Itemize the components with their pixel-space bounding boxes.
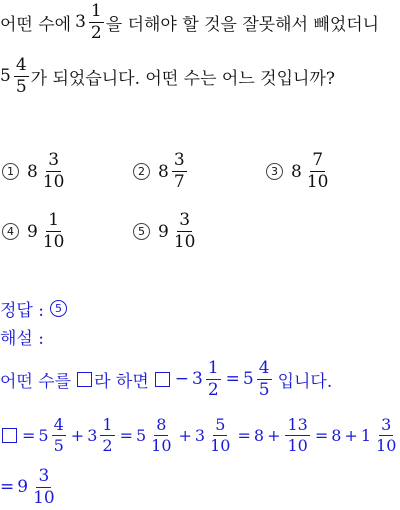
eq1-t4-numerator: 5 bbox=[215, 414, 226, 434]
eq2-fraction bbox=[31, 465, 57, 508]
eq1-t2-fraction bbox=[100, 414, 114, 455]
result-denominator: 5 bbox=[15, 76, 27, 97]
eq1-equals-2: = bbox=[119, 425, 133, 445]
explanation-label: 해설 : bbox=[0, 328, 44, 349]
option-1-numerator: 3 bbox=[48, 150, 60, 170]
option-2-whole: 8 bbox=[158, 161, 169, 182]
option-3-numerator: 7 bbox=[312, 150, 324, 170]
s1-a-fraction bbox=[206, 357, 221, 400]
eq1-t1-denominator: 5 bbox=[53, 435, 64, 455]
eq1-t2-whole: 3 bbox=[87, 425, 98, 445]
eq1-t6-denominator: 10 bbox=[287, 435, 308, 455]
option-2[interactable] bbox=[133, 152, 189, 191]
add-denominator: 2 bbox=[90, 22, 102, 43]
equals-sign: = bbox=[225, 369, 240, 389]
option-1[interactable] bbox=[2, 152, 68, 191]
result-fraction bbox=[14, 54, 29, 97]
s1-a-denominator: 2 bbox=[207, 379, 219, 400]
answer-line bbox=[0, 296, 75, 320]
s1-b-fraction bbox=[257, 357, 272, 400]
option-3-mark: 3 bbox=[266, 163, 283, 180]
option-5-mark: 5 bbox=[133, 223, 150, 240]
eq1-t6-fraction bbox=[285, 414, 309, 455]
unknown-box bbox=[77, 372, 92, 387]
option-4-denominator: 10 bbox=[42, 232, 65, 252]
option-5-numerator: 3 bbox=[179, 210, 191, 230]
question-line-1 bbox=[0, 2, 379, 42]
eq1-t2-numerator: 1 bbox=[102, 414, 113, 434]
answer-label: 정답 : bbox=[0, 300, 44, 321]
option-5-denominator: 10 bbox=[173, 232, 196, 252]
eq1-plus-2: + bbox=[178, 425, 192, 445]
option-5-fraction bbox=[172, 212, 198, 251]
explanation-post: 입니다. bbox=[277, 371, 333, 392]
eq1-t2-denominator: 2 bbox=[102, 435, 113, 455]
eq1-t6-numerator: 13 bbox=[287, 414, 308, 434]
eq2-numerator: 3 bbox=[38, 465, 50, 486]
eq1-t8-fraction bbox=[374, 414, 398, 455]
option-5-whole: 9 bbox=[158, 221, 169, 242]
option-3-fraction bbox=[305, 152, 331, 191]
eq1-plus-4: + bbox=[344, 425, 358, 445]
eq2-denominator: 10 bbox=[33, 487, 55, 508]
option-1-denominator: 10 bbox=[42, 172, 65, 192]
option-3[interactable] bbox=[266, 152, 332, 191]
option-4-whole: 9 bbox=[27, 221, 38, 242]
eq1-t3-fraction bbox=[149, 414, 173, 455]
eq1-t1-whole: 5 bbox=[38, 425, 49, 445]
explanation-mid: 라 하면 bbox=[94, 371, 149, 392]
eq1-t1-fraction bbox=[52, 414, 66, 455]
question-line-2 bbox=[0, 56, 335, 96]
explanation-pre: 어떤 수를 bbox=[0, 371, 72, 392]
option-2-denominator: 7 bbox=[173, 172, 185, 192]
eq1-t8-numerator: 3 bbox=[381, 414, 392, 434]
eq1-equals-1: = bbox=[22, 425, 36, 445]
s1-a-numerator: 1 bbox=[207, 357, 219, 378]
explanation-sentence bbox=[0, 358, 332, 400]
option-2-mark: 2 bbox=[133, 163, 150, 180]
question-text-post: 을 더해야 할 것을 잘못해서 빼었더니 bbox=[105, 14, 380, 35]
eq1-equals-4: = bbox=[314, 425, 329, 445]
add-whole: 3 bbox=[75, 12, 86, 32]
option-2-numerator: 3 bbox=[173, 150, 185, 170]
eq1-t1-numerator: 4 bbox=[53, 414, 64, 434]
equation-line-2 bbox=[0, 466, 59, 508]
option-4-numerator: 1 bbox=[48, 210, 60, 230]
unknown-box-3 bbox=[2, 428, 17, 443]
result-whole: 5 bbox=[0, 66, 11, 86]
option-3-denominator: 10 bbox=[306, 172, 329, 192]
option-4-mark: 4 bbox=[2, 223, 19, 240]
s1-a-whole: 3 bbox=[192, 369, 203, 389]
equation-line-1 bbox=[0, 414, 400, 456]
question-text-end: 가 되었습니다. 어떤 수는 어느 것입니까? bbox=[30, 68, 335, 89]
option-5[interactable] bbox=[133, 212, 199, 251]
unknown-box-2 bbox=[155, 372, 170, 387]
eq2-equals: = bbox=[0, 477, 15, 497]
eq1-t3-numerator: 8 bbox=[156, 414, 167, 434]
option-1-whole: 8 bbox=[27, 161, 38, 182]
minus-sign: − bbox=[174, 369, 190, 389]
eq1-t4-fraction bbox=[208, 414, 232, 455]
eq1-t4-whole: 3 bbox=[194, 425, 206, 445]
eq1-t5: 8 bbox=[253, 425, 265, 445]
eq1-plus-1: + bbox=[70, 425, 85, 445]
option-1-fraction bbox=[41, 152, 67, 191]
eq1-t8-denominator: 10 bbox=[376, 435, 397, 455]
eq1-t3-whole: 5 bbox=[135, 425, 147, 445]
eq1-equals-3: = bbox=[237, 425, 251, 445]
option-4[interactable] bbox=[2, 212, 68, 251]
eq1-t8-whole: 1 bbox=[360, 425, 372, 445]
option-2-fraction bbox=[172, 152, 187, 191]
answer-mark: 5 bbox=[50, 300, 67, 317]
option-3-whole: 8 bbox=[291, 161, 302, 182]
s1-b-numerator: 4 bbox=[258, 357, 270, 378]
result-numerator: 4 bbox=[15, 54, 27, 75]
eq1-t7: 8 bbox=[331, 425, 342, 445]
s1-b-denominator: 5 bbox=[258, 379, 270, 400]
s1-b-whole: 5 bbox=[242, 369, 254, 389]
add-numerator: 1 bbox=[90, 0, 102, 21]
option-4-fraction bbox=[41, 212, 67, 251]
add-fraction bbox=[89, 0, 104, 43]
option-1-mark: 1 bbox=[2, 163, 19, 180]
eq1-plus-3: + bbox=[267, 425, 281, 445]
eq1-t4-denominator: 10 bbox=[210, 435, 231, 455]
eq2-whole: 9 bbox=[17, 477, 29, 497]
question-text-pre: 어떤 수에 bbox=[0, 14, 72, 35]
eq1-t3-denominator: 10 bbox=[151, 435, 172, 455]
